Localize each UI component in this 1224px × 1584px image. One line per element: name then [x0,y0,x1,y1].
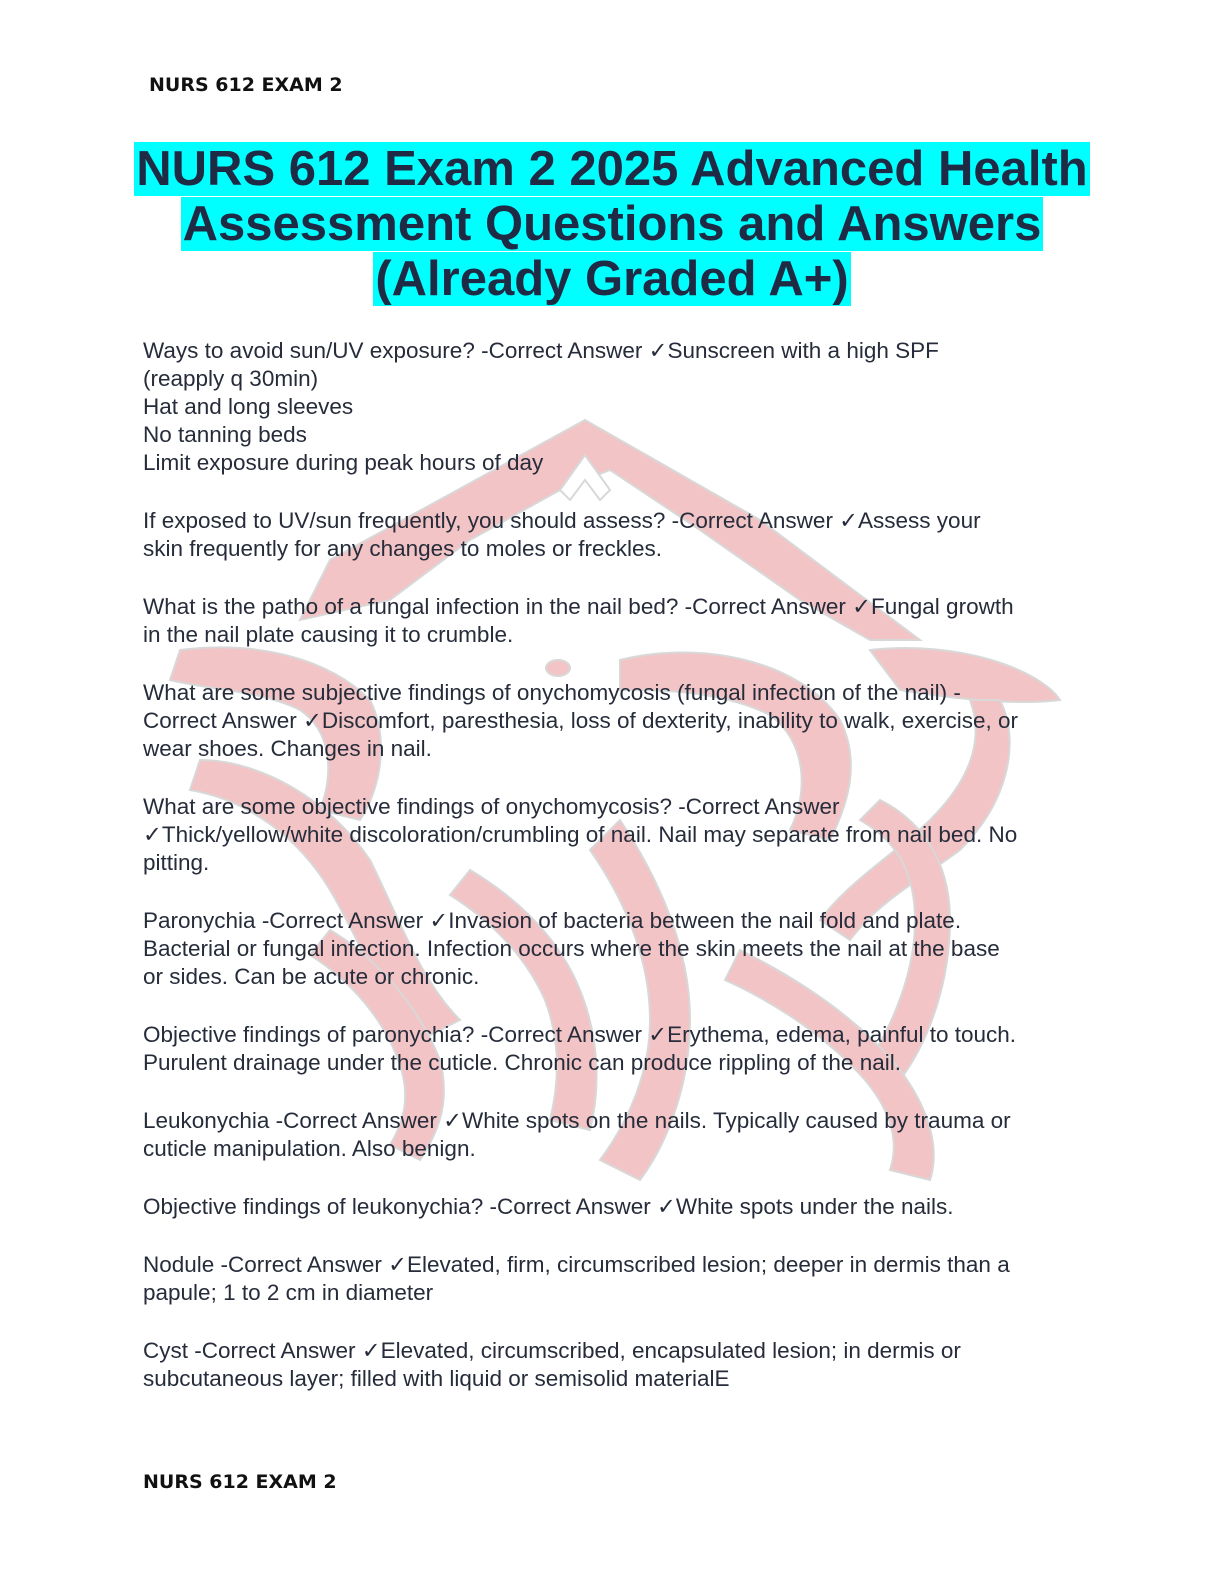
qa-item: Paronychia -Correct Answer ✓Invasion of bacteria between the nail fold and plate. Bacterial or fungal infection. Infection occurs where the skin meets the nail at the base or sides. Can be acute or chronic. [143,908,1000,989]
title-line-3: (Already Graded A+) [375,252,849,306]
title-line-1: NURS 612 Exam 2 2025 Advanced Health [136,142,1088,196]
qa-list [143,337,1083,1423]
qa-item: What are some subjective findings of onychomycosis (fungal infection of the nail) - Correct Answer ✓Discomfort, paresthesia, loss of dexterity, inability to walk, exercise, or wear shoes. Changes in nail. [143,680,1018,761]
qa-item: What is the patho of a fungal infection in the nail bed? -Correct Answer ✓Fungal growth in the nail plate causing it to crumble. [143,594,1014,647]
qa-item: Cyst -Correct Answer ✓Elevated, circumscribed, encapsulated lesion; in dermis or subcutaneous layer; filled with liquid or semisolid materialE [143,1338,961,1391]
qa-item: If exposed to UV/sun frequently, you should assess? -Correct Answer ✓Assess your skin frequently for any changes to moles or freckles. [143,508,981,561]
qa-item: What are some objective findings of onychomycosis? -Correct Answer ✓Thick/yellow/white discoloration/crumbling of nail. Nail may separate from nail bed. No pitting. [143,794,1018,875]
title-line-2: Assessment Questions and Answers [182,197,1042,251]
qa-item: Leukonychia -Correct Answer ✓White spots on the nails. Typically caused by trauma or cuticle manipulation. Also benign. [143,1108,1011,1161]
qa-item: Nodule -Correct Answer ✓Elevated, firm, circumscribed lesion; deeper in dermis than a papule; 1 to 2 cm in diameter [143,1252,1010,1305]
qa-item: Ways to avoid sun/UV exposure? -Correct Answer ✓Sunscreen with a high SPF (reapply q 30min) Hat and long sleeves No tanning beds Limit exposure during peak hours of day [143,338,939,475]
qa-item: Objective findings of leukonychia? -Correct Answer ✓White spots under the nails. [143,1194,954,1219]
qa-item: Objective findings of paronychia? -Correct Answer ✓Erythema, edema, painful to touch. Purulent drainage under the cuticle. Chronic can produce rippling of the nail. [143,1022,1017,1075]
footer-label: NURS 612 EXAM 2 [143,1471,337,1493]
header-label: NURS 612 EXAM 2 [149,74,343,96]
page-title [120,142,1104,307]
